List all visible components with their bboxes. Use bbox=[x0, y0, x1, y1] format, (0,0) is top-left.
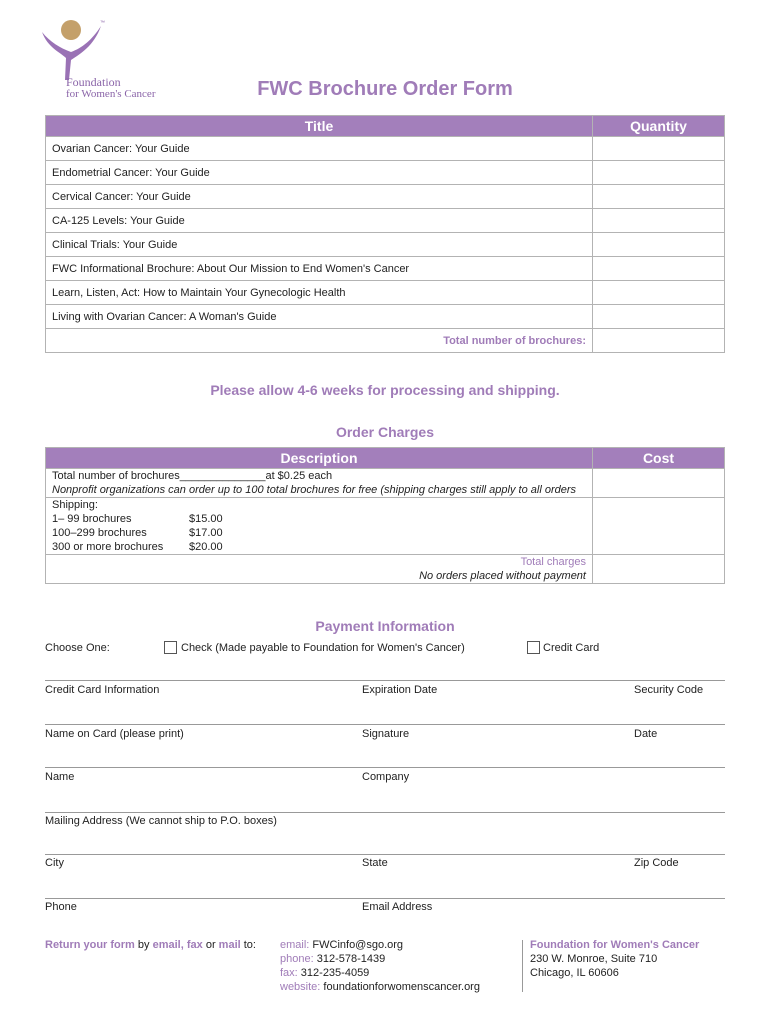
email-contact-link[interactable]: FWCinfo@sgo.org bbox=[312, 939, 404, 951]
name-label: Name bbox=[45, 771, 75, 783]
check-checkbox[interactable] bbox=[164, 641, 177, 654]
processing-notice: Please allow 4-6 weeks for processing and shipping. bbox=[210, 382, 560, 398]
trademark: ™ bbox=[100, 20, 105, 26]
brochure-price-label: at $0.25 each bbox=[265, 470, 333, 482]
phone-label: Phone bbox=[45, 901, 77, 913]
shipping-tier bbox=[52, 526, 586, 540]
by-text: by bbox=[137, 939, 150, 951]
total-row bbox=[46, 329, 725, 353]
table-row bbox=[46, 137, 725, 161]
table-row bbox=[46, 233, 725, 257]
quantity-cell[interactable] bbox=[593, 257, 725, 281]
contact-email-row bbox=[280, 938, 480, 952]
shipping-label: Shipping: bbox=[52, 499, 98, 511]
quantity-cell[interactable] bbox=[593, 137, 725, 161]
quantity-cell[interactable] bbox=[593, 209, 725, 233]
shipping-tier bbox=[52, 540, 586, 554]
expiration-label: Expiration Date bbox=[362, 684, 438, 696]
credit-card-option-label: Credit Card bbox=[543, 642, 600, 654]
brochure-header-row bbox=[46, 116, 725, 137]
comma-text: , bbox=[180, 939, 184, 951]
form-line[interactable] bbox=[45, 854, 725, 855]
shipping-price: $17.00 bbox=[189, 527, 223, 539]
address-line1: 230 W. Monroe, Suite 710 bbox=[530, 953, 658, 965]
or-text: or bbox=[205, 939, 216, 951]
table-row bbox=[46, 498, 725, 555]
brochure-count-label: Total number of brochures bbox=[52, 470, 180, 482]
footer-divider bbox=[522, 940, 523, 992]
shipping-range: 100–299 brochures bbox=[52, 527, 147, 539]
brochure-cost-cell[interactable] bbox=[593, 469, 725, 498]
table-row bbox=[46, 209, 725, 233]
table-row bbox=[46, 161, 725, 185]
shipping-range: 1– 99 brochures bbox=[52, 513, 132, 525]
order-charges-heading: Order Charges bbox=[335, 424, 435, 440]
brochure-title: Endometrial Cancer: Your Guide bbox=[46, 161, 593, 185]
total-charges-desc bbox=[46, 555, 593, 584]
return-instructions bbox=[45, 938, 256, 952]
brochure-count-blank[interactable]: ______________ bbox=[179, 470, 266, 482]
mailing-address-block bbox=[530, 938, 699, 980]
form-line[interactable] bbox=[45, 812, 725, 813]
order-charges-table bbox=[45, 447, 725, 584]
mail-word: mail bbox=[218, 939, 241, 951]
website-contact-label: website: bbox=[280, 981, 321, 993]
brochure-title: Clinical Trials: Your Guide bbox=[46, 233, 593, 257]
contact-website-row bbox=[280, 980, 480, 994]
logo-figure-icon bbox=[38, 18, 108, 80]
shipping-price: $20.00 bbox=[189, 541, 223, 553]
form-line[interactable] bbox=[45, 767, 725, 768]
description-header: Description bbox=[46, 448, 593, 469]
name-on-card-label: Name on Card (please print) bbox=[45, 728, 184, 740]
date-label: Date bbox=[634, 728, 658, 740]
table-row bbox=[46, 257, 725, 281]
page-title: FWC Brochure Order Form bbox=[257, 78, 513, 100]
brochure-title: FWC Informational Brochure: About Our Mission to End Women's Cancer bbox=[46, 257, 593, 281]
form-line[interactable] bbox=[45, 724, 725, 725]
company-label: Company bbox=[362, 771, 410, 783]
shipping-price: $15.00 bbox=[189, 513, 223, 525]
city-label: City bbox=[45, 857, 64, 869]
total-charges-label: Total charges bbox=[520, 556, 586, 568]
cc-info-label: Credit Card Information bbox=[45, 684, 160, 696]
table-row bbox=[46, 305, 725, 329]
contact-fax-row bbox=[280, 966, 480, 980]
nonprofit-note: Nonprofit organizations can order up to 100 total brochures for free (shipping charges still apply to all orders bbox=[52, 484, 577, 496]
security-code-label: Security Code bbox=[634, 684, 704, 696]
email-address-label: Email Address bbox=[362, 901, 433, 913]
logo-line2: for Women's Cancer bbox=[66, 88, 156, 100]
form-line[interactable] bbox=[45, 898, 725, 899]
table-row bbox=[46, 555, 725, 584]
title-header: Title bbox=[46, 116, 593, 137]
total-brochures-cell[interactable] bbox=[593, 329, 725, 353]
signature-label: Signature bbox=[362, 728, 410, 740]
shipping-tier bbox=[52, 512, 586, 526]
total-brochures-label: Total number of brochures: bbox=[46, 329, 593, 353]
fax-contact-label: fax: bbox=[280, 967, 298, 979]
credit-card-checkbox[interactable] bbox=[527, 641, 540, 654]
phone-contact-value: 312-578-1439 bbox=[316, 953, 386, 965]
quantity-cell[interactable] bbox=[593, 161, 725, 185]
email-word: email bbox=[152, 939, 181, 951]
table-row bbox=[46, 281, 725, 305]
choose-one-label: Choose One: bbox=[45, 642, 110, 654]
shipping-range: 300 or more brochures bbox=[52, 541, 164, 553]
zip-code-label: Zip Code bbox=[634, 857, 679, 869]
contact-phone-row bbox=[280, 952, 480, 966]
brochure-charge-desc bbox=[46, 469, 593, 498]
contact-block bbox=[280, 938, 480, 994]
brochure-title: Cervical Cancer: Your Guide bbox=[46, 185, 593, 209]
cost-header: Cost bbox=[593, 448, 725, 469]
address-line2: Chicago, IL 60606 bbox=[530, 967, 619, 979]
quantity-cell[interactable] bbox=[593, 305, 725, 329]
shipping-desc bbox=[46, 498, 593, 555]
mailing-address-label: Mailing Address (We cannot ship to P.O. boxes) bbox=[45, 815, 277, 827]
fax-contact-value: 312-235-4059 bbox=[300, 967, 370, 979]
brochure-table bbox=[45, 115, 725, 353]
table-row bbox=[46, 469, 725, 498]
to-text: to: bbox=[243, 939, 256, 951]
email-contact-label: email: bbox=[280, 939, 310, 951]
brochure-title: CA-125 Levels: Your Guide bbox=[46, 209, 593, 233]
quantity-cell[interactable] bbox=[593, 233, 725, 257]
brochure-title: Living with Ovarian Cancer: A Woman's Guide bbox=[46, 305, 593, 329]
quantity-cell[interactable] bbox=[593, 185, 725, 209]
fax-word: fax bbox=[186, 939, 203, 951]
return-form-text: Return your form bbox=[45, 939, 135, 951]
brochure-title: Ovarian Cancer: Your Guide bbox=[46, 137, 593, 161]
logo-line1: Foundation bbox=[66, 75, 121, 89]
shipping-cost-cell[interactable] bbox=[593, 498, 725, 555]
payment-required-note: No orders placed without payment bbox=[419, 570, 586, 582]
table-row bbox=[46, 185, 725, 209]
payment-heading: Payment Information bbox=[315, 618, 455, 634]
charges-header-row bbox=[46, 448, 725, 469]
quantity-cell[interactable] bbox=[593, 281, 725, 305]
quantity-header: Quantity bbox=[593, 116, 725, 137]
form-line[interactable] bbox=[45, 680, 725, 681]
state-label: State bbox=[362, 857, 388, 869]
check-option-label: Check (Made payable to Foundation for Women's Cancer) bbox=[181, 642, 465, 654]
phone-contact-label: phone: bbox=[280, 953, 314, 965]
org-name: Foundation for Women's Cancer bbox=[530, 939, 700, 951]
total-charges-cell[interactable] bbox=[593, 555, 725, 584]
website-link[interactable]: foundationforwomenscancer.org bbox=[323, 981, 480, 993]
brochure-title: Learn, Listen, Act: How to Maintain Your Gynecologic Health bbox=[46, 281, 593, 305]
